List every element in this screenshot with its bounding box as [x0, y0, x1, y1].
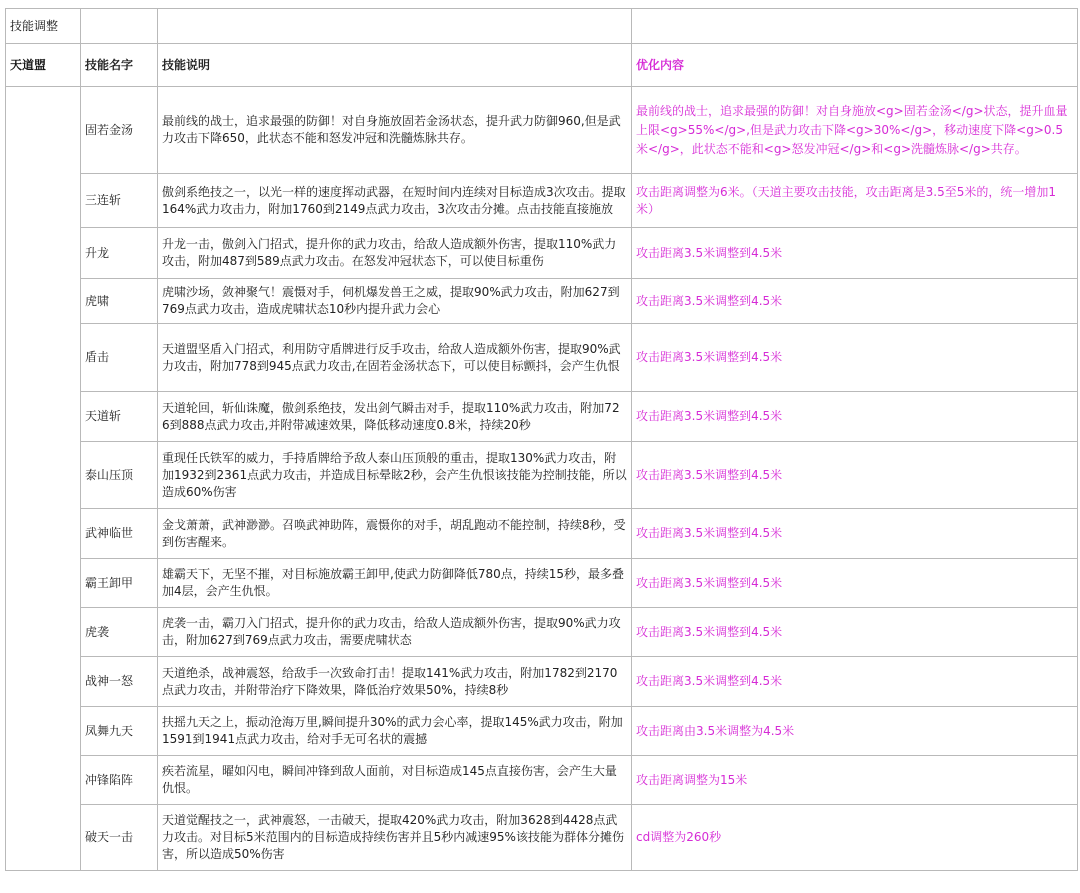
skill-desc-cell: 虎袭一击，霸刀入门招式，提升你的武力攻击，给敌人造成额外伤害，提取90%武力攻击，附加627到769点武力攻击，需要虎啸状态: [158, 608, 632, 657]
optimization-cell: 攻击距离3.5米调整到4.5米: [632, 442, 1078, 509]
skill-desc-cell: 天道绝杀，战神震怒，给敌手一次致命打击！提取141%武力攻击，附加1782到2170点武力攻击，并附带治疗下降效果，降低治疗效果50%，持续8秒: [158, 657, 632, 707]
skill-desc-cell: 升龙一击，傲剑入门招式，提升你的武力攻击，给敌人造成额外伤害，提取110%武力攻击，附加487到589点武力攻击。在怒发冲冠状态下，可以使目标重伤: [158, 228, 632, 279]
empty-cell: [632, 9, 1078, 44]
table-row: [6, 756, 1078, 805]
optimization-cell: 攻击距离3.5米调整到4.5米: [632, 559, 1078, 608]
skill-desc-cell: 天道觉醒技之一，武神震怒，一击破天，提取420%武力攻击，附加3628到4428点武力攻击。对目标5米范围内的目标造成持续伤害并且5秒内减速95%该技能为群体分摊伤害，所以造成50%伤害: [158, 805, 632, 871]
optimization-cell: 攻击距离3.5米调整到4.5米: [632, 509, 1078, 559]
skill-name-cell: 霸王卸甲: [81, 559, 158, 608]
skill-name-cell: 凤舞九天: [81, 707, 158, 756]
skill-name-cell: 虎啸: [81, 279, 158, 324]
table-row: [6, 324, 1078, 392]
optimization-cell: 攻击距离调整为6米。（天道主要攻击技能，攻击距离是3.5至5米的，统一增加1米）: [632, 174, 1078, 228]
optimization-cell: 最前线的战士，追求最强的防御！对自身施放<g>固若金汤</g>状态，提升血量上限<g>55%</g>,但是武力攻击下降<g>30%</g>，移动速度下降<g>0.5米</g>，此状态不能和<g>怒发冲冠</g>和<g>洗髓炼脉</g>共存。: [632, 87, 1078, 174]
optimization-cell: 攻击距离3.5米调整到4.5米: [632, 392, 1078, 442]
skill-name-cell: 武神临世: [81, 509, 158, 559]
optimization-cell: 攻击距离3.5米调整到4.5米: [632, 324, 1078, 392]
optimization-cell: 攻击距离由3.5米调整为4.5米: [632, 707, 1078, 756]
table-row: [6, 805, 1078, 871]
skill-name-cell: 升龙: [81, 228, 158, 279]
header-row: [6, 44, 1078, 87]
table-row: [6, 392, 1078, 442]
skill-desc-cell: 雄霸天下，无坚不摧，对目标施放霸王卸甲,使武力防御降低780点，持续15秒，最多叠加4层，会产生仇恨。: [158, 559, 632, 608]
skill-name-cell: 破天一击: [81, 805, 158, 871]
table-title: 技能调整: [6, 9, 81, 44]
skill-desc-cell: 天道盟坚盾入门招式，利用防守盾牌进行反手攻击，给敌人造成额外伤害，提取90%武力攻击，附加778到945点武力攻击,在固若金汤状态下，可以使目标颤抖，会产生仇恨: [158, 324, 632, 392]
table-row: [6, 509, 1078, 559]
skill-adjustment-table: [5, 8, 1078, 871]
skill-name-cell: 冲锋陷阵: [81, 756, 158, 805]
table-row: [6, 559, 1078, 608]
optimization-cell: cd调整为260秒: [632, 805, 1078, 871]
skill-desc-cell: 扶摇九天之上，振动沧海万里,瞬间提升30%的武力会心率，提取145%武力攻击，附加1591到1941点武力攻击，给对手无可名状的震撼: [158, 707, 632, 756]
skill-name-cell: 盾击: [81, 324, 158, 392]
skill-desc-cell: 天道轮回，斩仙诛魔，傲剑系绝技，发出剑气瞬击对手，提取110%武力攻击，附加726到888点武力攻击,并附带减速效果，降低移动速度0.8米，持续20秒: [158, 392, 632, 442]
skill-desc-header: 技能说明: [158, 44, 632, 87]
optimization-cell: 攻击距离3.5米调整到4.5米: [632, 279, 1078, 324]
table-row: [6, 174, 1078, 228]
faction-column-cell: [6, 87, 81, 871]
skill-desc-cell: 最前线的战士，追求最强的防御！对自身施放固若金汤状态，提升武力防御960,但是武力攻击下降650，此状态不能和怒发冲冠和洗髓炼脉共存。: [158, 87, 632, 174]
table-row: [6, 228, 1078, 279]
skill-name-cell: 虎袭: [81, 608, 158, 657]
optimization-header: 优化内容: [632, 44, 1078, 87]
table-title-row: [6, 9, 1078, 44]
table-row: [6, 87, 1078, 174]
faction-header: 天道盟: [6, 44, 81, 87]
table-row: [6, 608, 1078, 657]
table-row: [6, 657, 1078, 707]
skill-name-header: 技能名字: [81, 44, 158, 87]
skill-desc-cell: 金戈萧萧，武神渺渺。召唤武神助阵，震慑你的对手，胡乱跑动不能控制，持续8秒，受到伤害醒来。: [158, 509, 632, 559]
empty-cell: [158, 9, 632, 44]
table-row: [6, 442, 1078, 509]
skill-name-cell: 天道斩: [81, 392, 158, 442]
optimization-cell: 攻击距离调整为15米: [632, 756, 1078, 805]
optimization-cell: 攻击距离3.5米调整到4.5米: [632, 228, 1078, 279]
table-row: [6, 279, 1078, 324]
table-row: [6, 707, 1078, 756]
skill-desc-cell: 疾若流星，曜如闪电，瞬间冲锋到敌人面前，对目标造成145点直接伤害，会产生大量仇恨。: [158, 756, 632, 805]
skill-desc-cell: 重现任氏铁军的威力，手持盾牌给予敌人泰山压顶般的重击，提取130%武力攻击，附加1932到2361点武力攻击，并造成目标晕眩2秒，会产生仇恨该技能为控制技能，所以造成60%伤害: [158, 442, 632, 509]
skill-name-cell: 战神一怒: [81, 657, 158, 707]
skill-desc-cell: 傲剑系绝技之一，以光一样的速度挥动武器，在短时间内连续对目标造成3次攻击。提取164%武力攻击力，附加1760到2149点武力攻击，3次攻击分摊。点击技能直接施放: [158, 174, 632, 228]
skill-name-cell: 三连斩: [81, 174, 158, 228]
optimization-cell: 攻击距离3.5米调整到4.5米: [632, 657, 1078, 707]
empty-cell: [81, 9, 158, 44]
optimization-cell: 攻击距离3.5米调整到4.5米: [632, 608, 1078, 657]
skill-name-cell: 泰山压顶: [81, 442, 158, 509]
skill-desc-cell: 虎啸沙场，敛神聚气！震慑对手，伺机爆发兽王之威，提取90%武力攻击，附加627到769点武力攻击，造成虎啸状态10秒内提升武力会心: [158, 279, 632, 324]
skill-name-cell: 固若金汤: [81, 87, 158, 174]
